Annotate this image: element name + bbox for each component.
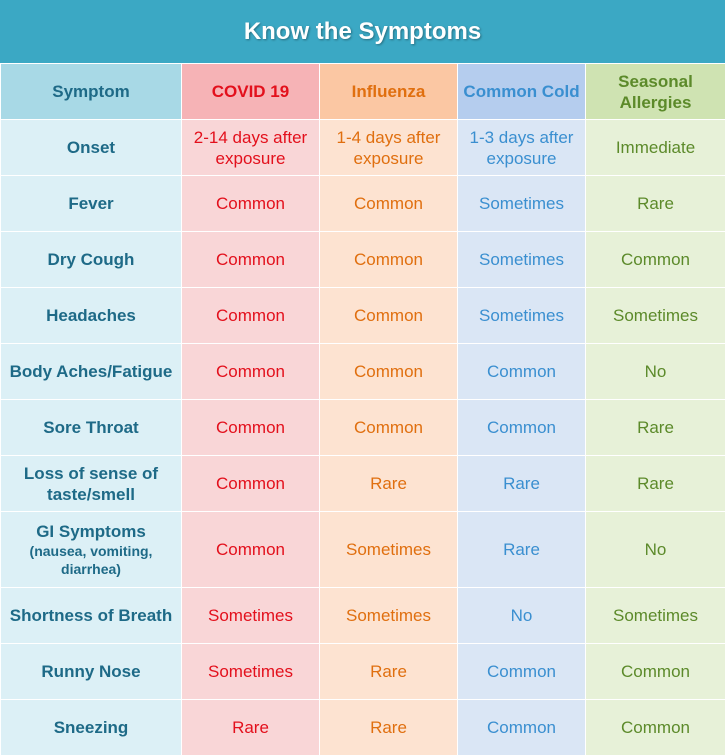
influenza-value: 1-4 days after exposure: [320, 120, 458, 176]
covid-value: Common: [182, 288, 320, 344]
symptom-label: Sore Throat: [1, 400, 182, 456]
symptom-sublabel: (nausea, vomiting, diarrhea): [29, 543, 153, 577]
symptom-label: Dry Cough: [1, 232, 182, 288]
header-influenza: Influenza: [320, 64, 458, 120]
common-cold-value: Common: [458, 400, 586, 456]
table-row: [1, 456, 725, 512]
table-row: [1, 400, 725, 456]
header-symptom: Symptom: [1, 64, 182, 120]
covid-value: Common: [182, 512, 320, 588]
table-row: [1, 120, 725, 176]
allergies-value: Common: [586, 232, 725, 288]
influenza-value: Common: [320, 400, 458, 456]
influenza-value: Rare: [320, 700, 458, 756]
symptom-label: Headaches: [1, 288, 182, 344]
symptom-label: Fever: [1, 176, 182, 232]
symptom-label: GI Symptoms: [36, 522, 146, 541]
allergies-value: No: [586, 344, 725, 400]
covid-value: Common: [182, 176, 320, 232]
symptom-label: Shortness of Breath: [1, 588, 182, 644]
common-cold-value: 1-3 days after exposure: [458, 120, 586, 176]
influenza-value: Sometimes: [320, 588, 458, 644]
influenza-value: Common: [320, 176, 458, 232]
covid-value: Sometimes: [182, 644, 320, 700]
symptom-label: Runny Nose: [1, 644, 182, 700]
symptom-label-gi: [1, 512, 182, 588]
influenza-value: Common: [320, 232, 458, 288]
allergies-value: Sometimes: [586, 288, 725, 344]
allergies-value: Rare: [586, 176, 725, 232]
common-cold-value: Common: [458, 644, 586, 700]
symptoms-table: [0, 63, 725, 756]
allergies-value: No: [586, 512, 725, 588]
covid-value: Common: [182, 344, 320, 400]
allergies-value: Rare: [586, 456, 725, 512]
title-bar: [0, 0, 725, 63]
allergies-value: Immediate: [586, 120, 725, 176]
page-title: Know the Symptoms: [243, 17, 482, 45]
table-row: [1, 588, 725, 644]
symptom-label: Loss of sense of taste/smell: [1, 456, 182, 512]
symptom-label: Body Aches/Fatigue: [1, 344, 182, 400]
table-row: [1, 288, 725, 344]
symptom-label: Onset: [1, 120, 182, 176]
common-cold-value: Sometimes: [458, 176, 586, 232]
allergies-value: Common: [586, 700, 725, 756]
common-cold-value: Rare: [458, 456, 586, 512]
influenza-value: Rare: [320, 644, 458, 700]
common-cold-value: Rare: [458, 512, 586, 588]
allergies-value: Sometimes: [586, 588, 725, 644]
allergies-value: Rare: [586, 400, 725, 456]
header-covid: COVID 19: [182, 64, 320, 120]
table-row: [1, 232, 725, 288]
influenza-value: Rare: [320, 456, 458, 512]
covid-value: Common: [182, 232, 320, 288]
covid-value: Rare: [182, 700, 320, 756]
table-row: [1, 344, 725, 400]
symptom-label: Sneezing: [1, 700, 182, 756]
header-seasonal-allergies: Seasonal Allergies: [586, 64, 725, 120]
covid-value: Sometimes: [182, 588, 320, 644]
common-cold-value: Common: [458, 344, 586, 400]
header-common-cold: Common Cold: [458, 64, 586, 120]
allergies-value: Common: [586, 644, 725, 700]
common-cold-value: No: [458, 588, 586, 644]
common-cold-value: Sometimes: [458, 288, 586, 344]
table-row: [1, 644, 725, 700]
table-row: [1, 512, 725, 588]
table-header-row: [1, 64, 725, 120]
table-row: [1, 700, 725, 756]
common-cold-value: Common: [458, 700, 586, 756]
covid-value: 2-14 days after exposure: [182, 120, 320, 176]
covid-value: Common: [182, 456, 320, 512]
common-cold-value: Sometimes: [458, 232, 586, 288]
influenza-value: Common: [320, 288, 458, 344]
influenza-value: Common: [320, 344, 458, 400]
influenza-value: Sometimes: [320, 512, 458, 588]
table-row: [1, 176, 725, 232]
covid-value: Common: [182, 400, 320, 456]
